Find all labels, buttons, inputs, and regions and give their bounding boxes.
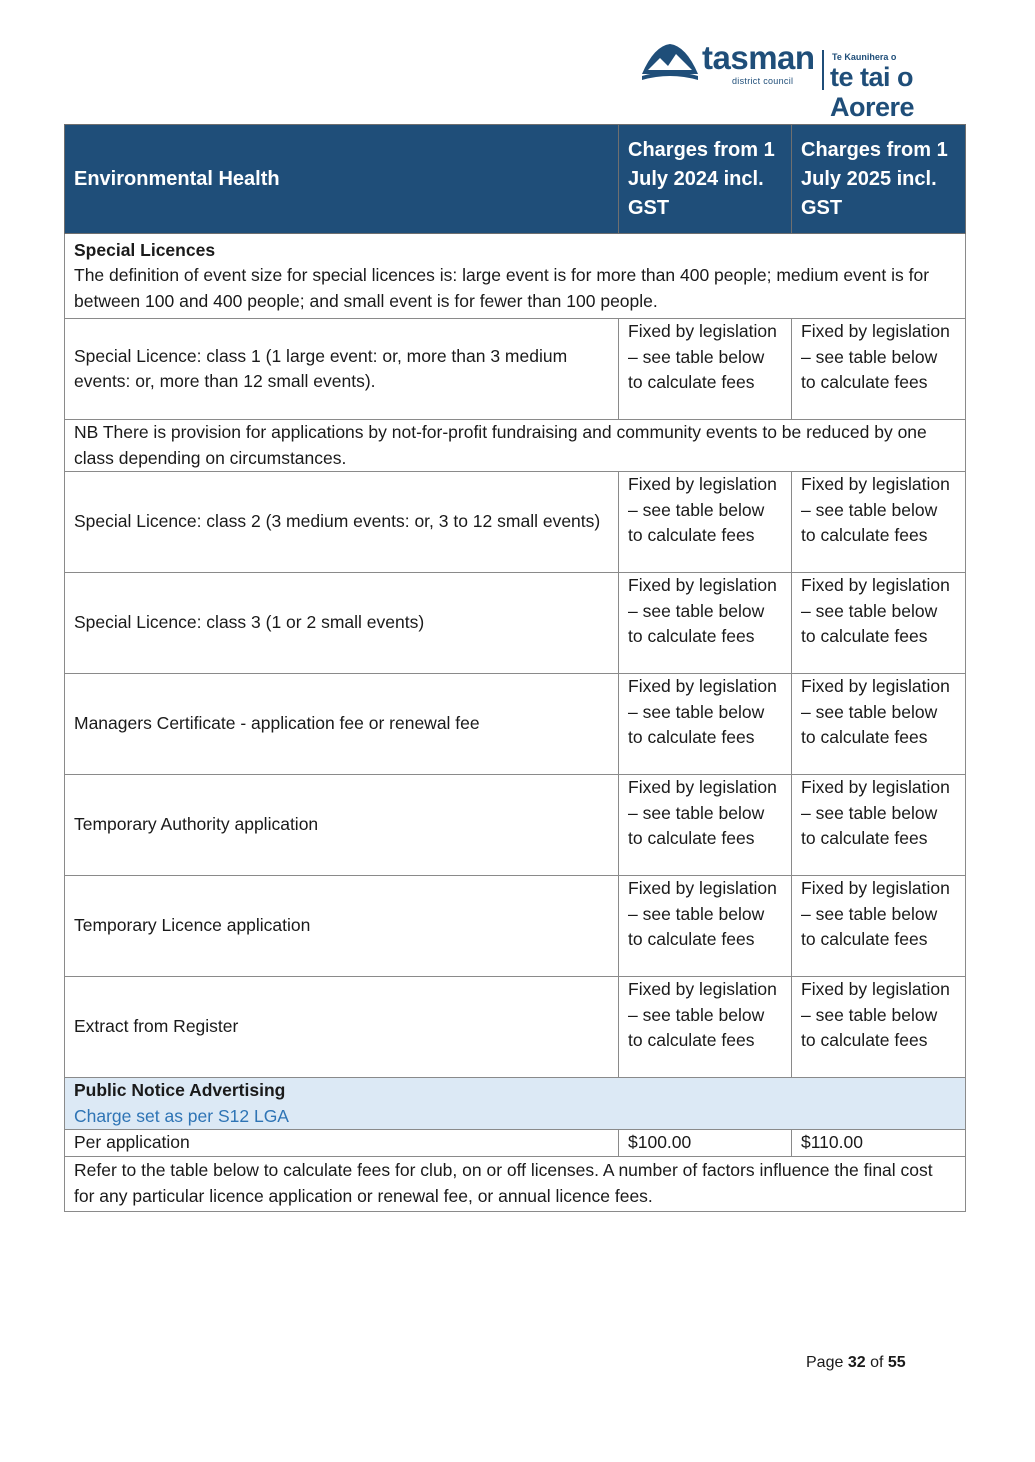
header-service: Environmental Health — [65, 125, 619, 234]
fee-2025-cell: Fixed by legislation – see table below to calculate fees — [792, 319, 966, 420]
page-total: 55 — [887, 1354, 906, 1371]
special-licences-section — [65, 234, 966, 319]
page-current: 32 — [847, 1354, 866, 1371]
section-subtitle: Charge set as per S12 LGA — [74, 1105, 289, 1126]
fee-2024-cell: $100.00 — [619, 1130, 792, 1157]
section-title: Public Notice Advertising — [74, 1080, 286, 1100]
logo-maori-subtext: Te Kaunihera o — [832, 52, 897, 62]
fee-2025-cell: Fixed by legislation – see table below to calculate fees — [792, 775, 966, 876]
header-charges-2024: Charges from 1 July 2024 incl. GST — [619, 125, 792, 234]
logo-maori-text: te tai o Aorere — [830, 62, 915, 122]
row-label: Special Licence: class 1 (1 large event: or, more than 3 medium events: or, more than 12 small events). — [65, 319, 619, 420]
table-row — [65, 674, 966, 775]
section-description: The definition of event size for special licences is: large event is for more than 400 people; medium event is for between 100 and 400 people; and small event is for fewer than 100 people. — [74, 265, 930, 311]
table-row — [65, 472, 966, 573]
header-charges-2025: Charges from 1 July 2025 incl. GST — [792, 125, 966, 234]
table-row — [65, 1130, 966, 1157]
fee-2025-cell: $110.00 — [792, 1130, 966, 1157]
fee-2025-cell: Fixed by legislation – see table below to calculate fees — [792, 472, 966, 573]
fee-2025-cell: Fixed by legislation – see table below to calculate fees — [792, 876, 966, 977]
table-row — [65, 573, 966, 674]
nb-note-row — [65, 420, 966, 472]
row-label: Managers Certificate - application fee or renewal fee — [65, 674, 619, 775]
fee-2025-cell: Fixed by legislation – see table below to calculate fees — [792, 573, 966, 674]
refer-note-row — [65, 1156, 966, 1211]
fee-2024-cell: Fixed by legislation – see table below to calculate fees — [619, 472, 792, 573]
row-label: Temporary Licence application — [65, 876, 619, 977]
logo-brand-text: tasman — [702, 39, 815, 76]
page-prefix: Page — [806, 1354, 844, 1371]
fee-2024-cell: Fixed by legislation – see table below to calculate fees — [619, 876, 792, 977]
logo-divider — [822, 50, 824, 90]
table-row — [65, 876, 966, 977]
table-header-row — [65, 125, 966, 234]
row-label: Temporary Authority application — [65, 775, 619, 876]
nb-note: NB There is provision for applications by not-for-profit fundraising and community events to be reduced by one class depending on circumstances. — [65, 420, 966, 472]
table-row — [65, 775, 966, 876]
row-label: Special Licence: class 3 (1 or 2 small events) — [65, 573, 619, 674]
fee-2024-cell: Fixed by legislation – see table below to calculate fees — [619, 775, 792, 876]
fees-table — [64, 124, 966, 1212]
row-label: Special Licence: class 2 (3 medium events: or, 3 to 12 small events) — [65, 472, 619, 573]
council-logo — [640, 38, 1002, 122]
special-licences-cell — [65, 234, 966, 319]
fee-2024-cell: Fixed by legislation – see table below to calculate fees — [619, 977, 792, 1078]
fee-2025-cell: Fixed by legislation – see table below to calculate fees — [792, 674, 966, 775]
public-notice-section — [65, 1078, 966, 1130]
row-label: Per application — [65, 1130, 619, 1157]
public-notice-cell — [65, 1078, 966, 1130]
section-title: Special Licences — [74, 239, 216, 260]
table-row — [65, 319, 966, 420]
refer-note: Refer to the table below to calculate fees for club, on or off licenses. A number of factors influence the final cost for any particular licence application or renewal fee, or annual licence fees. — [65, 1156, 966, 1211]
mountain-logo-icon — [640, 40, 700, 82]
fee-2024-cell: Fixed by legislation – see table below to calculate fees — [619, 573, 792, 674]
fee-2025-cell: Fixed by legislation – see table below to calculate fees — [792, 977, 966, 1078]
table-row — [65, 977, 966, 1078]
fee-2024-cell: Fixed by legislation – see table below to calculate fees — [619, 319, 792, 420]
page-number — [806, 1354, 906, 1372]
logo-brand-subtext: district council — [732, 76, 794, 86]
fee-2024-cell: Fixed by legislation – see table below to calculate fees — [619, 674, 792, 775]
page-of: of — [870, 1354, 884, 1371]
row-label: Extract from Register — [65, 977, 619, 1078]
